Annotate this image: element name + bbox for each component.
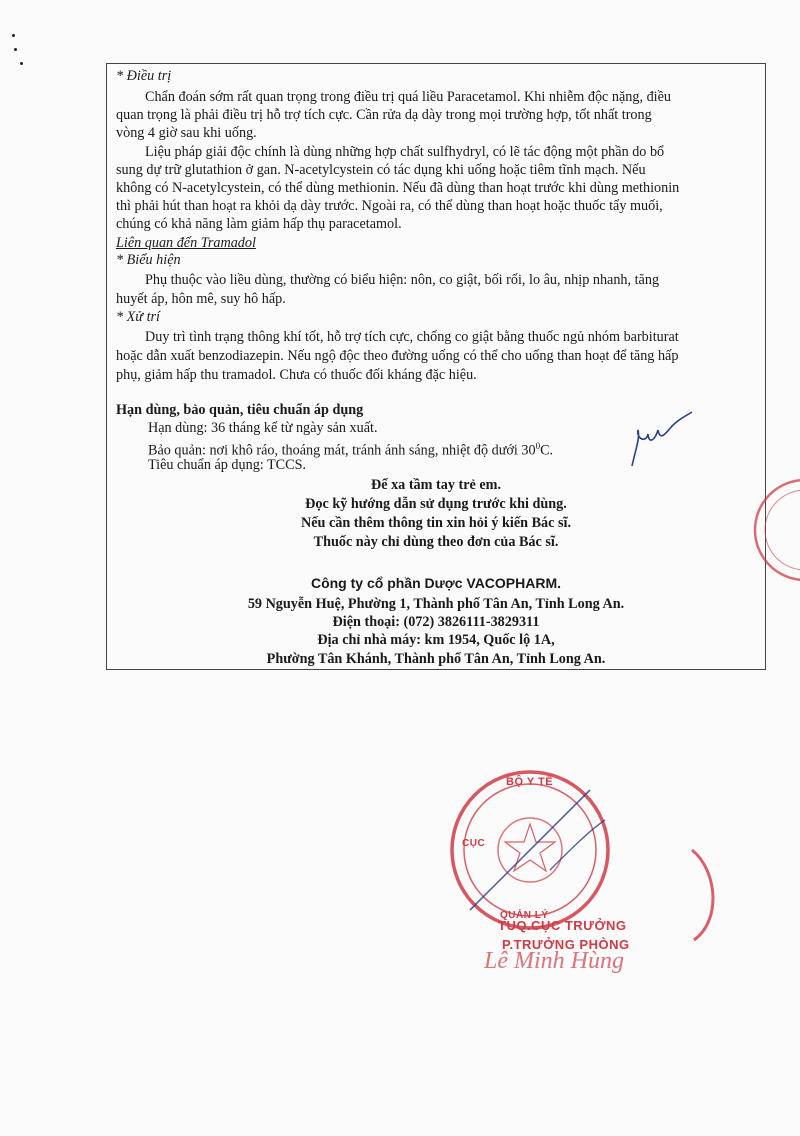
paragraph-line: vòng 4 giờ sau khi uống.: [116, 125, 257, 141]
seal-left-text: CỤC: [462, 838, 486, 849]
warning-line: Đọc kỹ hướng dẫn sử dụng trước khi dùng.: [305, 496, 567, 512]
seal-bottom-text: QUẢN LÝ: [500, 910, 549, 921]
shelf-life: Hạn dùng: 36 tháng kể từ ngày sản xuất.: [148, 420, 378, 436]
paragraph-line: sung dự trữ glutathion ở gan. N-acetylcystein có tác dụng khi uống hoặc tiêm tĩnh mạch. Nếu: [116, 162, 646, 178]
factory-address-2: Phường Tân Khánh, Thành phố Tân An, Tỉnh Long An.: [266, 651, 606, 667]
pen-initials: [624, 408, 704, 478]
paragraph-line: Phụ thuộc vào liều dùng, thường có biểu hiện: nôn, co giật, bối rối, lo âu, nhịp nhanh, tăng: [145, 272, 660, 288]
warning-line: Thuốc này chỉ dùng theo đơn của Bác sĩ.: [313, 534, 559, 550]
factory-address-1: Địa chỉ nhà máy: km 1954, Quốc lộ 1A,: [317, 632, 555, 648]
seal-top-text: BỘ Y TẾ: [506, 776, 554, 788]
signatory-title-2: P.TRƯỞNG PHÒNG: [502, 937, 630, 952]
warning-line: Để xa tầm tay trẻ em.: [371, 477, 501, 493]
bieu-hien-heading: * Biểu hiện: [116, 252, 181, 268]
margin-speck: [14, 48, 17, 51]
signatory-title-1: TUQ.CỤC TRƯỞNG: [498, 918, 627, 933]
dieu-tri-heading: * Điều trị: [116, 68, 172, 84]
paragraph-line: hoặc dẫn xuất benzodiazepin. Nếu ngộ độc theo đường uống có thể cho uống than hoạt để tăng hấp: [116, 348, 679, 364]
paragraph-line: Liệu pháp giải độc chính là dùng những hợp chất sulfhydryl, có lẽ tác động một phần do bổ: [145, 144, 665, 160]
standard: Tiêu chuẩn áp dụng: TCCS.: [148, 457, 307, 473]
official-seal: [440, 760, 620, 940]
paragraph-line: không có N-acetylcystein, có thể dùng methionin. Nếu đã dùng than hoạt trước khi dùng methionin: [116, 180, 680, 196]
paragraph-line: Duy trì tình trạng thông khí tốt, hỗ trợ tích cực, chống co giật bằng thuốc ngủ nhóm barbiturat: [145, 329, 679, 345]
storage-condition: Bảo quản: nơi khô ráo, thoáng mát, tránh ánh sáng, nhiệt độ dưới $30^0C$.: [148, 441, 554, 459]
xu-tri-heading: * Xử trí: [116, 309, 160, 325]
partial-edge-stamp: [730, 470, 800, 590]
margin-speck: [12, 34, 15, 37]
company-phone: Điện thoại: (072) 3826111-3829311: [332, 614, 540, 630]
paragraph-line: huyết áp, hôn mê, suy hô hấp.: [116, 291, 286, 307]
paragraph-line: phụ, giảm hấp thu tramadol. Chưa có thuốc đối kháng đặc hiệu.: [116, 367, 477, 383]
paragraph-line: thì phải hút than hoạt ra khỏi dạ dày trước. Ngoài ra, có thể dùng than hoạt hoặc thuốc tẩy muối,: [116, 198, 663, 214]
company-name: Công ty cổ phần Dược VACOPHARM.: [310, 575, 562, 591]
tramadol-heading: Liên quan đến Tramadol: [116, 235, 256, 251]
margin-speck: [20, 62, 23, 65]
warning-line: Nếu cần thêm thông tin xin hỏi ý kiến Bác sĩ.: [301, 515, 571, 531]
partial-seal-arc: [672, 840, 732, 950]
company-address: 59 Nguyễn Huệ, Phường 1, Thành phố Tân An, Tỉnh Long An.: [247, 596, 625, 612]
paragraph-line: Chẩn đoán sớm rất quan trọng trong điều trị quá liều Paracetamol. Khi nhiễm độc nặng, điều: [145, 89, 672, 105]
signatory-name: Lê Minh Hùng: [484, 948, 624, 974]
paragraph-line: chúng có khả năng làm giảm hấp thụ paracetamol.: [116, 216, 402, 232]
paragraph-line: quan trọng là phải điều trị hỗ trợ tích cực. Cần rửa dạ dày trong mọi trường hợp, tốt nhất trong: [116, 107, 652, 123]
storage-heading: Hạn dùng, bảo quản, tiêu chuẩn áp dụng: [116, 402, 364, 418]
